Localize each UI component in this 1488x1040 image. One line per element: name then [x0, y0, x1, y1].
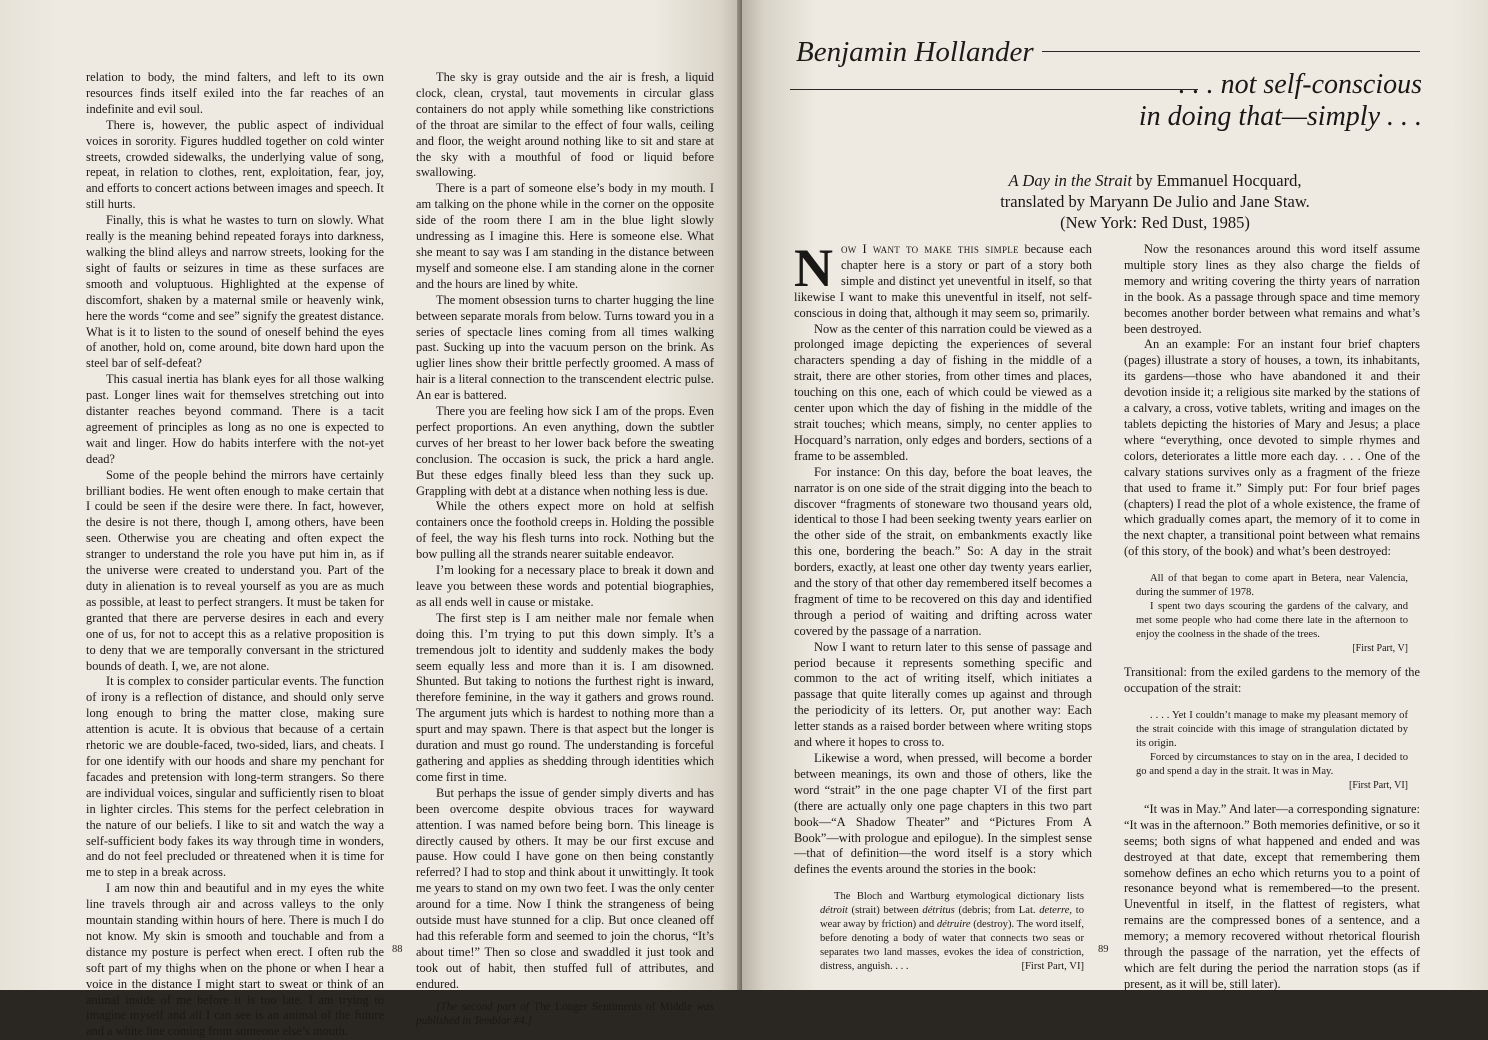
- block-quote: [1124, 709, 1420, 792]
- drop-cap: N: [794, 238, 833, 298]
- paragraph: There is a part of someone else’s body in my mouth. I am talking on the phone while in the corner on the opposite side of the room there I am in the blue light slowly undressing as I imagine this. Here is someone else. What she meant to say was I am standing in the distance between myself and someone else. I am standing alone in the corner and the hours are lined by white.: [416, 181, 714, 291]
- opening-text: because each chapter here is a story or part of a story both simple and distinct yet uneventful in itself, so that likewise I want to make this uneventful in itself, not self-conscious in doing that, although it may seem so, primarily.: [794, 242, 1092, 320]
- paragraph: While the others expect more on hold at selfish containers once the foothold creeps in. Holding the possible of feel, the way his flesh turns into rock. Nothing but the bow pulling all the strands nearer suitable endeavor.: [416, 499, 714, 562]
- review-line-1: [882, 170, 1428, 191]
- paragraph: It is complex to consider particular events. The function of irony is a reflection of distance, and should only serve long enough to bring the matter close, making sure attention is acute. It is obvious that because of a certain rhetoric we are double-faced, two-sided, liars, and cheats. I for one identify with our hoods and share my penchant for facades and pretension with long-term strangers. So there are individual voices, singular and sufficiently risen to bloat in lighter circles. This stems for the perfect celebration in the nature of our beliefs. I like to sit and watch the way a self-sufficient body fakes its way through time in wonders, and do not feel precluded or threatened when it is time for me to step in a break across.: [86, 674, 384, 880]
- paragraph: An an example: For an instant four brief chapters (pages) illustrate a story of houses, a town, its inhabitants, its gardens—those who have abandoned it and their devotion inside it; a religious site marked by the stations of a calvary, a cross, votive tablets, writing and images on the tablets depicting the histories of Mary and Jesus; a place where “everything, once devoted to simple rhymes and colors, deteriorates a little more each day. . . . One of the calvary stations survives only as a fragment of the frieze that used to frame it.” Simply put: For four brief pages (chapters) I read the plot of a whole existence, the frame of which gradually comes apart, the memory of it to come in the next chapter, a transitional point between what remains (of this story, of the book) and what’s been destroyed:: [1124, 337, 1420, 559]
- paragraph: For instance: On this day, before the boat leaves, the narrator is on one side of the strait digging into the beach to discover “fragments of stoneware two thousand years old, identical to those I had been seeking twenty years earlier on the other side of the strait, on embankments exactly like this one, bordering the beach.” So: A day in the strait borders, exactly, at least one other day twenty years earlier, and the story of that other day remembered itself becomes a fragment of time to be recovered on this day and identified through a period of waiting and drifting across water covered by the passage of a narration.: [794, 464, 1092, 638]
- block-quote: [1124, 572, 1420, 655]
- quote-part: The Bloch and Wartburg etymological dictionary lists: [834, 891, 1084, 903]
- paragraph: Now as the center of this narration could be viewed as a prolonged image depicting the experiences of several characters spending a day of fishing in the middle of a strait, there are other stories, from other times and places, touching on this one, each of which could be viewed as a center upon which the day of fishing in the middle of the strait touches; which means, simply, no center applies to Hocquard’s narration, only edges and borders, sections of a frame to be assembled.: [794, 321, 1092, 463]
- paragraph: Some of the people behind the mirrors have certainly brilliant bodies. He went often enough to make certain that I could be seen if the desire were there. In fact, however, the desire is not there, though I, among others, have been seen. Otherwise you are cheating and often expect the stranger to understand the role you have put him in, as if the universe were created to understand you. Part of the duty in alienation is to reveal yourself as you are as much as possible, at least to perfect strangers. It must be taken for granted that there are perverse desires in each and every one of us, for not to accept this as a relative proposition is to deny that we are temporally conversant in the strictured bounds of death. I, we, are not alone.: [86, 467, 384, 673]
- paragraph: There you are feeling how sick I am of the props. Even perfect proportions. An even anything, down the subtler curves of her breast to her lower back before the sweating conclusion. The occasion is suck, the prick a hard angle. But these edges finally bleed less than they suck up. Grappling with debt at a distance when nothing less is due.: [416, 404, 714, 498]
- quote-word: deterre: [1039, 905, 1070, 917]
- quote-reference: [First Part, VI]: [1021, 961, 1084, 973]
- paragraph: Now I want to return later to this sense of passage and period because it represents something specific and common to the act of writing itself, which initiates a passage that quite literally comes up against and through the periodicity of its letters. Or, put another way: Each letter stands as a raised border between where writing stops and where it hopes to cross to.: [794, 639, 1092, 750]
- paragraph: “It was in May.” And later—a corresponding signature: “It was in the afternoon.” Both memories definitive, or so it seems; both signs of what happened and ended and was destroyed at that date, except that remembering them somehow defines an echo which returns you to a point of resonance beyond what is remembered—to the present. Uneventful in itself, in the flattest of registers, what remains are the compressed bones of a sentence, and a memory; a memory recovered without rhetorical flourish through the passage of the narration, yet the effects of which are felt during the period the narration stops (as if present, as it will be, still later).: [1124, 801, 1420, 991]
- right-column-1: [794, 238, 1092, 974]
- paragraph: The sky is gray outside and the air is fresh, a liquid clock, clean, crystal, taut movements in circular glass containers do not apply while something like constrictions of the throat are similar to the effect of four walls, ceiling and floor, the weight around nothing like to sit and stare at the sky with a mouthful of food or liquid before swallowing.: [416, 70, 714, 180]
- paragraph: This casual inertia has blank eyes for all those walking past. Longer lines wait for themselves stretching out into distanter reaches beyond command. There is a tacit agreement of principles as long as no one is expected to wait and linger. How do habits interfere with the not-yet dead?: [86, 372, 384, 466]
- quote-word: détruire: [936, 919, 971, 931]
- footnote-pre: [The second part of: [436, 1000, 534, 1013]
- footnote-title: The Longer Sentiments of Middle: [533, 1000, 693, 1013]
- paragraph: relation to body, the mind falters, and left to its own resources finds itself exiled into the far reaches of an indefinite and evil soul.: [86, 70, 384, 116]
- quote-part: , to wear away by friction) and: [820, 905, 1084, 931]
- paragraph: The first step is I am neither male nor female when doing this. I’m trying to put this down simply. It’s a tremendous jolt to identity and suddenly makes the body seem equally less and more than it is. I am disowned. Shunted. But taking to notions the furthest right is inward, therefore feminine, in the way it gathers and grows round. The argument juts which is hardest to nothing more than a spurt and may spawn. There is that aspect but the longer is duration and must go round. The understanding is forceful gathering and applies as shedding through identities which come first in time.: [416, 610, 714, 784]
- quote-reference: [First Part, V]: [1352, 643, 1408, 655]
- block-quote: [794, 890, 1092, 974]
- title-rule-bottom: [790, 89, 1198, 90]
- page-number: 89: [1098, 944, 1109, 955]
- quote-text: . . . . Yet I couldn’t manage to make my pleasant memory of the strait coincide with this image of strangulation dictated by its origin.: [1136, 709, 1408, 749]
- opening-smallcaps: ow I want to make this simple: [841, 242, 1019, 256]
- paragraph: The moment obsession turns to charter hugging the line between separate morals from below. Turns toward you in a series of spectacle lines coming from all times walking past. Sucking up into the vacuum person on the brink. As uglier lines show their brittle perfectly groomed. A mass of hair is a literal connection to the transcendent electric pulse. An ear is battered.: [416, 292, 714, 403]
- page-number: 88: [392, 944, 403, 955]
- subtitle-line-1: . . . not self-conscious: [1178, 69, 1422, 100]
- footnote: [416, 1000, 714, 1028]
- review-publisher: (New York: Red Dust, 1985): [1060, 213, 1250, 232]
- paragraph: Transitional: from the exiled gardens to the memory of the occupation of the strait:: [1124, 665, 1420, 696]
- left-page: [0, 0, 742, 1039]
- paragraph: I’m looking for a necessary place to break it down and leave you between these words and potential biographies, as all ends well in cause or mistake.: [416, 563, 714, 609]
- title-rule-top: [1042, 51, 1420, 52]
- left-column-1: [86, 70, 384, 1040]
- book-title: A Day in the Strait: [1008, 171, 1132, 190]
- paragraph: Likewise a word, when pressed, will become a border between meanings, its own and those of others, like the word “strait” in the one page chapter VI of the first part (there are actually only one page chapters in this two part book—“A Shadow Theater” and “Pictures From A Book”—with prologue and epilogue). In the simplest sense—that of definition—the word itself is a story which defines the events around the stories in the book:: [794, 751, 1092, 877]
- quote-part: (strait) between: [847, 905, 923, 917]
- quote-part: (debris; from Lat.: [954, 905, 1040, 917]
- paragraph: Finally, this is what he wastes to turn on slowly. What really is the meaning behind repeated forays into darkness, walking the blind alleys and narrow streets, looking for the sight of faults or seizures in time as these surfaces are smooth and voluptuous. Highlighted at the expense of discomfort, shaken by a maternal smile or heavenly wink, here the words “come and see” signify the greatest distance. What is it to listen to the sound of oneself behind the eyes of another, hold on, come around, bite down hard upon the steel bar of self-defeat?: [86, 213, 384, 371]
- review-heading: [882, 170, 1428, 233]
- quote-part: (destroy). The word itself, before denoting a body of water that connects two seas or separates two land masses, evokes the idea of constriction, distress, anguish. . . .: [820, 919, 1084, 973]
- quote-reference: [First Part, VI]: [1349, 779, 1408, 791]
- footnote-rule: [416, 997, 714, 998]
- review-translators: translated by Maryann De Julio and Jane Staw.: [1000, 192, 1310, 211]
- subtitle-line-2: in doing that—simply . . .: [1138, 101, 1422, 132]
- paragraph: I am now thin and beautiful and in my eyes the white line travels through air and across valleys to the only mountain standing within hours of here. There is much I do not know. My skin is smooth and touchable and from a distance my posture is perfect when erect. I often rub the soft part of my thighs when on the phone or when I hear a voice in the distance I might start to sweat or think of an animal inside of me before it is too late. I am trying to imagine myself and all I can see is an animal of the future and a white line coming from someone else’s mouth.: [86, 881, 384, 1039]
- paragraph: But perhaps the issue of gender simply diverts and has been overcome despite obvious traces for wayward attention. I was named before being born. This lineage is directly caused by others. It may be our first excuse and pause. How could I have gone on then being constantly referred? I had to stop and think about it unwittingly. It took me years to stand on my own two feet. I was the only center around for a time. Now I think the strangeness of being outside must have stunned for a clip. But once cleaned off had this referable form and seemed to join the chorus, “It’s about time!” Then so close and swaddled it just took and took out of habit, then stuffed full of attributes, and endured.: [416, 785, 714, 991]
- quote-text: All of that began to come apart in Betera, near Valencia, during the summer of 1978.: [1136, 573, 1408, 599]
- quote-word: détroit: [820, 905, 848, 917]
- quote-text: I spent two days scouring the gardens of the calvary, and met some people who had come there late in the afternoon to enjoy the coolness in the shade of the trees.: [1136, 601, 1408, 641]
- footnote-post: was published in Temblor #4.]: [416, 1000, 714, 1027]
- quote-text: [820, 890, 1084, 974]
- quote-text: Forced by circumstances to stay on in the area, I decided to go and spend a day in the strait. It was in May.: [1136, 751, 1408, 777]
- paragraph: Now the resonances around this word itself assume multiple story lines as they also charge the fields of memory and writing covering the thirty years of narration in the book. As a passage through space and time memory becomes another border between what remains and what’s been destroyed.: [1124, 242, 1420, 336]
- paragraph: [794, 238, 1092, 322]
- right-page: [742, 0, 1488, 990]
- book-author: by Emmanuel Hocquard,: [1136, 171, 1302, 190]
- right-column-2: [1124, 242, 1420, 993]
- author-name: Benjamin Hollander: [796, 36, 1034, 68]
- quote-word: détritus: [922, 905, 955, 917]
- left-column-2: [416, 70, 714, 1028]
- paragraph: There is, however, the public aspect of individual voices in sorority. Figures huddled together on cold winter streets, crowded sidewalks, the underlying value of song, repeat, in relation to clothes, rent, exploitation, fear, joy, and efforts to concert actions between images and speech. It still hurts.: [86, 117, 384, 212]
